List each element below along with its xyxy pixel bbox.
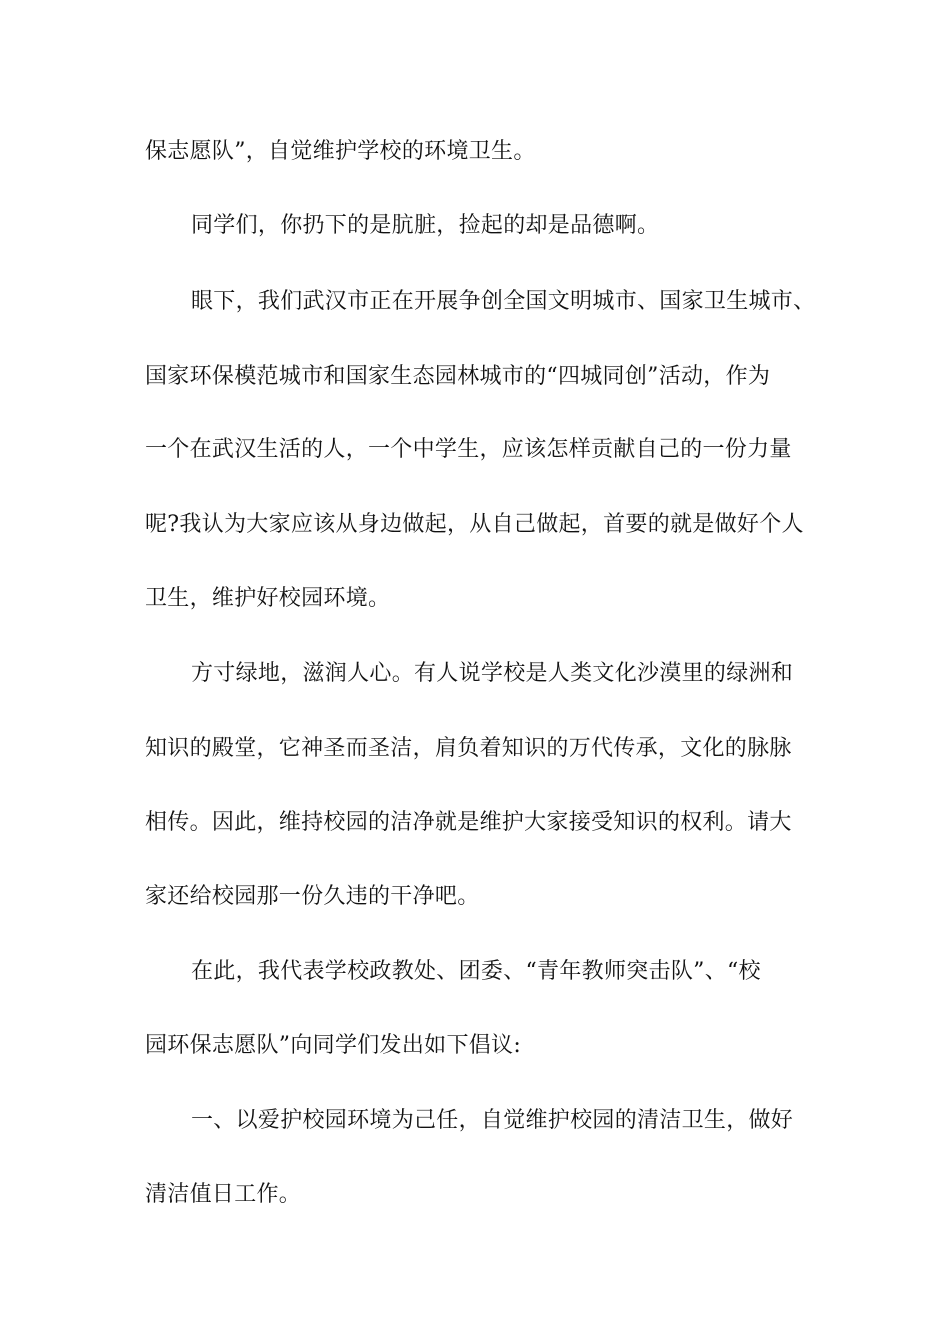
text-line: 一个在武汉生活的人，一个中学生，应该怎样贡献自己的一份力量 (145, 437, 792, 462)
text-line: 呢?我认为大家应该从身边做起，从自己做起，首要的就是做好个人 (145, 512, 804, 537)
text-line: 同学们，你扔下的是肮脏，捡起的却是品德啊。 (191, 213, 660, 238)
text-line: 方寸绿地，滋润人心。有人说学校是人类文化沙漠里的绿洲和 (191, 661, 794, 686)
text-line: 保志愿队”，自觉维护学校的环境卫生。 (145, 139, 536, 164)
text-line: 清洁值日工作。 (145, 1182, 302, 1207)
text-line: 国家环保模范城市和国家生态园林城市的“四城同创”活动，作为 (145, 364, 771, 389)
text-line: 家还给校园那一份久违的干净吧。 (145, 884, 480, 909)
text-line: 园环保志愿队”向同学们发出如下倡议: (145, 1033, 522, 1058)
text-line: 知识的殿堂，它神圣而圣洁，肩负着知识的万代传承，文化的脉脉 (145, 736, 792, 761)
text-line: 一、以爱护校园环境为己任，自觉维护校园的清洁卫生，做好 (191, 1108, 794, 1133)
text-line: 眼下，我们武汉市正在开展争创全国文明城市、国家卫生城市、 (191, 289, 816, 314)
text-line: 在此，我代表学校政教处、团委、“青年教师突击队”、“校 (191, 959, 761, 984)
text-line: 卫生，维护好校园环境。 (145, 586, 391, 611)
text-line: 相传。因此，维持校园的洁净就是维护大家接受知识的权利。请大 (145, 810, 792, 835)
